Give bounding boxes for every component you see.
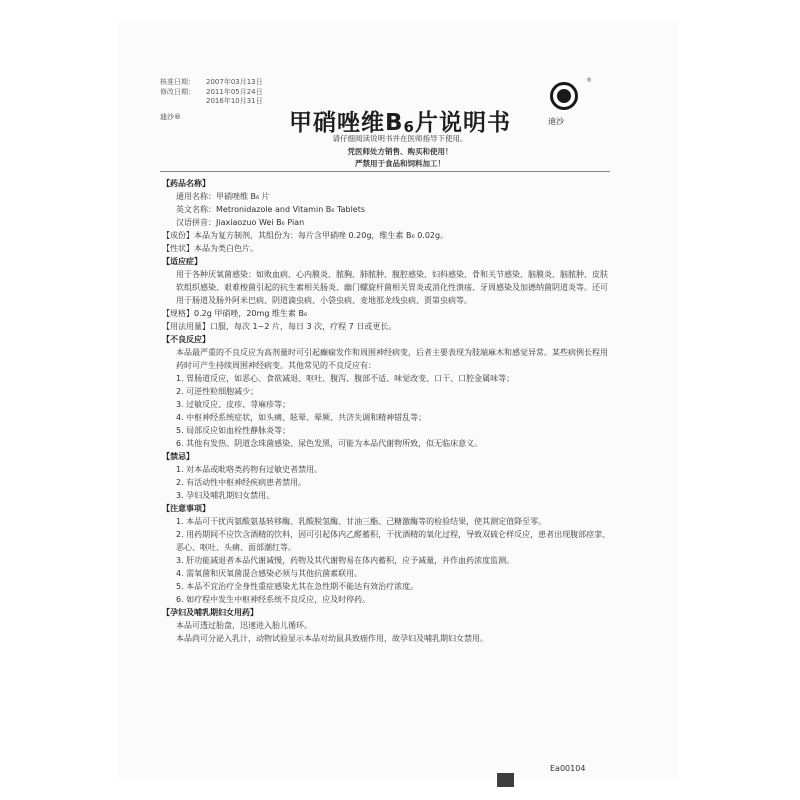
usage-dosage: 【用法用量】口服，每次 1~2 片，每日 3 次，疗程 7 日或更长。 [162,322,397,331]
registered-mark: ® [586,77,592,84]
notice-line: 请仔细阅读说明书并在医师指导下使用。 [332,134,468,143]
title-main: 甲硝唑维B [289,110,404,136]
approval-dates [160,78,263,107]
date-value: 2016年10月31日 [206,97,263,105]
generic-name: 通用名称：甲硝唑维 B₆ 片 [176,192,270,201]
adverse-item: 4. 中枢神经系统症状，如头痛、眩晕、晕厥、共济失调和精神错乱等； [176,413,427,422]
usage-notice [0,133,800,171]
title-subscript: 6 [403,118,415,136]
contraindication-item: 3. 孕妇及哺乳期妇女禁用。 [176,491,275,500]
section-heading: 【禁忌】 [162,452,194,461]
date-row [160,88,263,98]
header-divider [160,171,610,172]
caution-item: 2. 用药期间不应饮含酒精的饮料，因可引起体内乙醛蓄积，干扰酒精的氧化过程，导致双硫仑样反应，患者出现腹部痉挛、恶心、呕吐、头痛、面部潮红等。 [176,530,611,552]
pregnancy-line: 本品可透过胎盘，迅速进入胎儿循环。 [176,621,312,630]
caution-item: 3. 肝功能减退者本品代谢减慢，药物及其代谢物易在体内蓄积，应予减量，并作血药浓度监测。 [176,556,515,565]
character: 【性状】本品为类白色片。 [162,244,258,253]
adverse-item: 3. 过敏反应、皮疹、荨麻疹等； [176,400,291,409]
adverse-item: 5. 局部反应如血栓性静脉炎等； [176,426,291,435]
contraindication-item: 1. 对本品或吡咯类药物有过敏史者禁用。 [176,465,323,474]
indication-text: 用于各种厌氧菌感染：如败血病、心内膜炎、脓胸、肺脓肿、腹腔感染、妇科感染、骨和关节感染、脑膜炎、脑脓肿、皮肤软组织感染、艰难梭菌引起的抗生素相关肠炎、幽门螺旋杆菌相关胃炎或消化性溃疡、牙周感染及加德纳菌阴道炎等。还可用于肠道及肠外阿米巴病、阴道滴虫病、小袋虫病、麦地那龙线虫病、贾第虫病等。 [176,270,608,305]
logo-text: 迪沙 [548,117,564,126]
print-mark-square [497,773,514,787]
adverse-text: 本品最严重的不良反应为高剂量时可引起癫痫发作和周围神经病变，后者主要表现为肢端麻木和感觉异常。某些病例长程用药时可产生持续周围神经病变。其他常见的不良反应有： [176,348,608,370]
date-value: 2011年05月24日 [206,87,263,96]
contraindication-item: 2. 有活动性中枢神经疾病患者禁用。 [176,478,307,487]
leaflet-body [162,177,612,645]
composition: 【成份】本品为复方制剂，其组份为：每片含甲硝唑 0.20g，维生素 B₆ 0.02g。 [162,231,449,240]
date-value: 2007年03月13日 [206,78,263,86]
caution-item: 4. 需氧菌和厌氧菌混合感染必须与其他抗菌素联用。 [176,569,363,578]
section-heading: 【不良反应】 [162,335,210,344]
pinyin-name: 汉语拼音：Jiaxiaozuo Wei B₆ Pian [176,218,305,227]
adverse-item: 6. 其他有发热、阴道念珠菌感染、尿色发黑，可能为本品代谢物所致，似无临床意义。 [176,439,483,448]
adverse-item: 1. 胃肠道反应，如恶心、食欲减退、呕吐、腹泻、腹部不适、味觉改变、口干、口腔金属味等； [176,374,515,383]
title-suffix: 片说明书 [414,110,511,136]
pregnancy-line: 本品尚可分泌入乳汁，动物试验显示本品对幼鼠具致癌作用，故孕妇及哺乳期妇女禁用。 [176,634,488,643]
notice-line: 严禁用于食品和饲料加工！ [355,159,445,168]
section-heading: 【注意事项】 [162,504,210,513]
date-label: 核准日期： [160,78,195,86]
section-heading: 【孕妇及哺乳期妇女用药】 [162,608,258,617]
logo-emblem-icon [550,82,578,110]
date-row [160,78,263,88]
section-heading: 【药品名称】 [162,179,210,188]
specification: 【规格】0.2g 甲硝唑，20mg 维生素 B₆ [162,309,308,318]
english-name: 英文名称：Metronidazole and Vitamin B₆ Tablets [176,205,366,214]
caution-item: 5. 本品不宜治疗全身性重症感染尤其在急性期不能达有效治疗浓度。 [176,582,419,591]
section-heading: 【适应症】 [162,257,202,266]
adverse-item: 2. 可逆性粒细胞减少； [176,387,259,396]
caution-item: 6. 如疗程中发生中枢神经系统不良反应，应及时停药。 [176,595,371,604]
brand-mark-small: 迪沙® [160,113,181,121]
date-label: 修改日期： [160,87,195,96]
caution-item: 1. 本品可干扰丙氨酸氨基转移酶、乳酸脱氢酶、甘油三酯、己糖激酶等的检验结果，使其测定值降至零。 [176,517,547,526]
notice-line: 凭医师处方销售、购买和使用！ [347,146,453,156]
document-code: Ea00104 [550,764,586,773]
